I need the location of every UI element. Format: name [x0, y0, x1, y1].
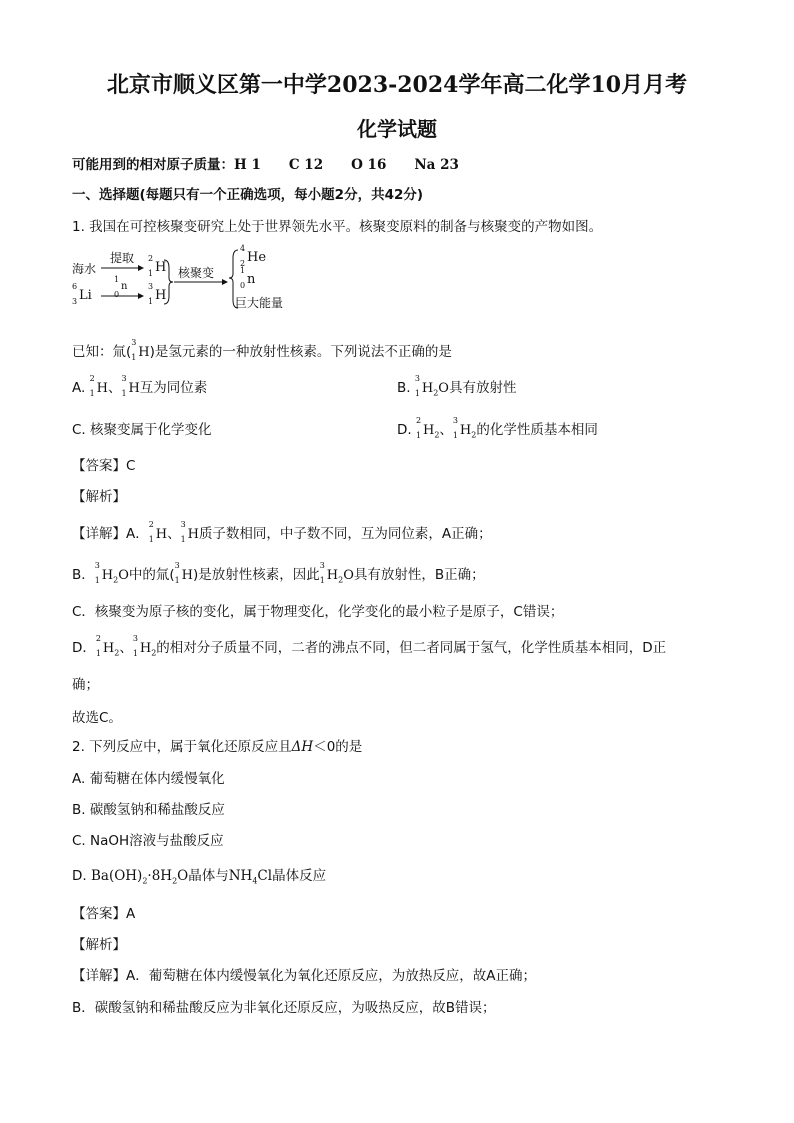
atomic-mass-label: 可能用到的相对原子质量： — [72, 157, 234, 173]
q2-detail-b: B．碳酸氢钠和稀盐酸反应为非氧化还原反应，为吸热反应，故B错误； — [72, 1000, 496, 1016]
page-subtitle: 化学试题 — [357, 117, 437, 141]
arrow-head-1 — [138, 265, 144, 271]
q1-detail-c: C．核聚变为原子核的变化，属于物理变化，化学变化的最小粒子是原子，C错误； — [72, 604, 564, 620]
q2-answer: 【答案】A — [72, 906, 136, 922]
arrow1-label: 提取 — [110, 251, 135, 265]
fusion-label: 核聚变 — [178, 266, 215, 280]
mass-o: O 16 — [351, 157, 387, 173]
q1-known: 已知：氚( 3 1 H)是氢元素的一种放射性核素。下列说法不正确的是 — [72, 338, 452, 362]
page-title: 北京市顺义区第一中学2023-2024学年高二化学10月月考 — [106, 72, 688, 98]
mass-c: C 12 — [288, 157, 324, 173]
q1-detail-d-cont: 确； — [72, 677, 99, 693]
output-energy: 巨大能量 — [235, 296, 284, 310]
q1-option-b: B. 3 1 $H_2O$具有放射性 — [397, 374, 517, 398]
atomic-mass-line — [72, 153, 459, 173]
mass-h: H 1 — [234, 157, 261, 173]
q2-stem: 2. 下列反应中，属于氧化还原反应且ΔH＜0的是 — [72, 739, 363, 755]
q1-stem: 1. 我国在可控核聚变研究上处于世界领先水平。核聚变原料的制备与核聚变的产物如图。 — [72, 219, 603, 235]
q1-option-a: A. 2 1 H、 3 1 H互为同位素 — [72, 374, 208, 398]
q1-detail-a: 【详解】A． 2 1 H、 3 1 H质子数相同，中子数不同，互为同位素，A正确； — [72, 520, 492, 544]
q2-option-d: D. $Ba(OH)_2\cdot 8H_2O$晶体与$NH_4Cl$晶体反应 — [72, 868, 327, 886]
q2-option-a: A. 葡萄糖在体内缓慢氧化 — [72, 771, 225, 787]
q2-option-c: C. NaOH溶液与盐酸反应 — [72, 833, 224, 849]
arrow-head-2 — [138, 293, 144, 299]
q1-conclusion: 故选C。 — [72, 710, 122, 726]
q2-analysis-label: 【解析】 — [72, 937, 126, 953]
tritium-symbol: 3 1 H — [131, 338, 150, 362]
fusion-diagram: 海水 提取 2 1 H 6 3 Li 1 0 n 3 1 H 核聚变 4 2 He 1 0 n 巨大能量 — [72, 248, 312, 312]
mass-na: Na 23 — [414, 157, 459, 173]
section-heading: 一、选择题(每题只有一个正确选项，每小题2分，共42分) — [72, 187, 424, 203]
q1-option-c: C. 核聚变属于化学变化 — [72, 422, 212, 438]
q1-detail-b: B． 3 1 $H_2O$中的氚( 3 1 H)是放射性核素，因此 3 1 $H_2O$具有放射性，B正确； — [72, 561, 485, 585]
q2-option-b: B. 碳酸氢钠和稀盐酸反应 — [72, 802, 225, 818]
q1-detail-d: D． 2 1 $H_2$、 3 1 $H_2$的相对分子质量不同，二者的沸点不同，但二者同属于氢气，化学性质基本相同，D正 — [72, 634, 667, 658]
q1-analysis-label: 【解析】 — [72, 489, 126, 505]
q1-option-d: D. 2 1 $H_2$、 3 1 $H_2$的化学性质基本相同 — [397, 416, 598, 440]
source-seawater: 海水 — [72, 262, 97, 276]
arrow-head-3 — [222, 279, 228, 285]
q1-answer: 【答案】C — [72, 458, 136, 474]
q2-detail-a: 【详解】A．葡萄糖在体内缓慢氧化为氧化还原反应，为放热反应，故A正确； — [72, 968, 536, 984]
